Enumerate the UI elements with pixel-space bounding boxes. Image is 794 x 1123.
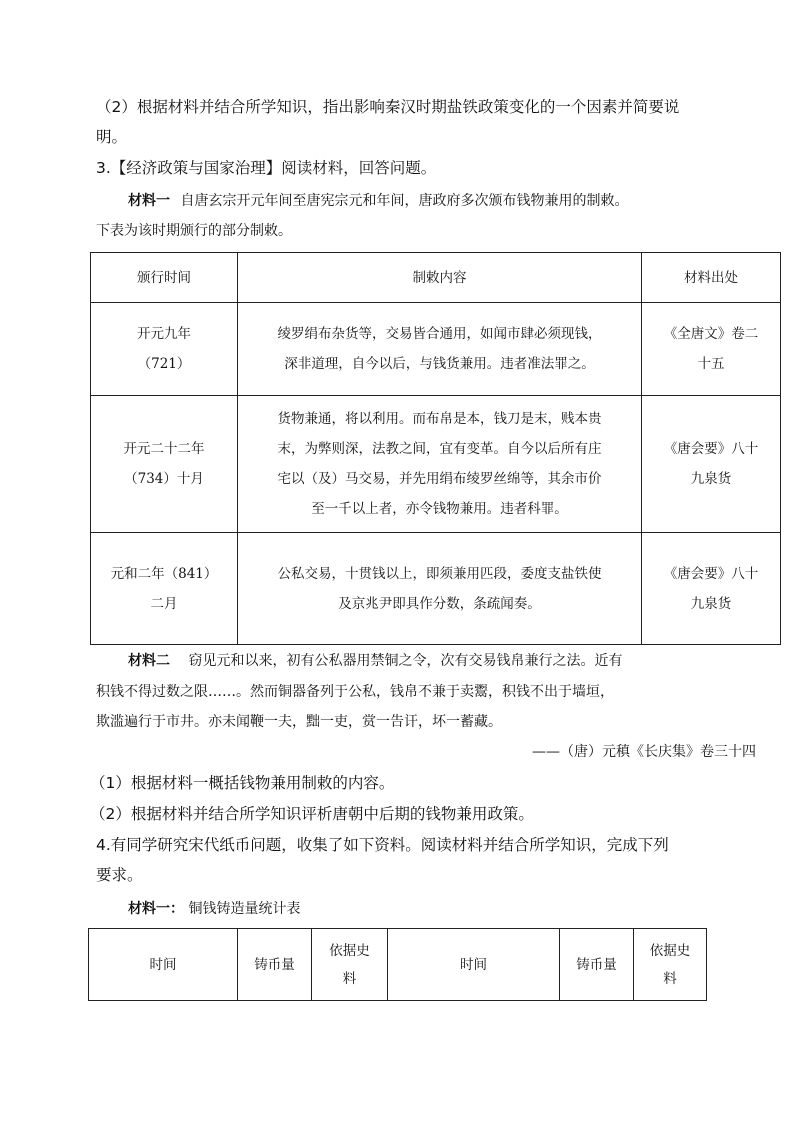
header-source-line: 依据史 xyxy=(329,942,370,959)
header-source-line: 依据史 xyxy=(649,942,691,959)
content-line: 末，为弊则深，法教之间，宜有变革。自今以后所有庄 xyxy=(277,441,602,457)
q4-line1: 4.有同学研究宋代纸币问题，收集了如下资料。阅读材料并结合所学知识，完成下列 xyxy=(96,836,669,854)
table-row xyxy=(91,303,781,396)
header-source-line: 料 xyxy=(342,970,357,987)
material2-text1: 窃见元和以来，初有公私器用禁铜之令，次有交易钱帛兼行之法。近有 xyxy=(188,653,623,669)
source-line: 十五 xyxy=(697,356,725,372)
time-line: （734）十月 xyxy=(124,471,204,487)
q4-material1-title: 铜钱铸造量统计表 xyxy=(188,901,301,917)
row-source xyxy=(642,303,781,396)
header-source-line: 料 xyxy=(663,970,677,987)
table-header-row xyxy=(91,253,781,303)
q3-material2-line1 xyxy=(128,650,622,672)
header-time: 颁行时间 xyxy=(91,253,238,303)
coin-table xyxy=(88,928,707,1001)
table-row xyxy=(91,533,781,645)
content-line: 货物兼通，将以利用。而布帛是本，钱刀是末，贱本贵 xyxy=(277,411,602,427)
material2-label: 材料二 xyxy=(128,653,170,669)
row-source xyxy=(642,533,781,645)
source-line: 《全唐文》卷二 xyxy=(663,326,759,342)
row-content xyxy=(238,303,642,396)
row-time xyxy=(91,533,238,645)
q3-material2-line3: 欺滥遍行于市井。亦未闻鞭一夫，黜一吏，赏一告讦，坏一蓄藏。 xyxy=(96,714,502,730)
header-content: 制敕内容 xyxy=(238,253,642,303)
header-source xyxy=(634,929,707,1001)
content-line: 及京兆尹即具作分数，条疏闻奏。 xyxy=(338,595,541,612)
header-time: 时间 xyxy=(388,929,560,1001)
source-line: 《唐会要》八十 xyxy=(663,565,759,582)
row-source xyxy=(642,396,781,533)
content-line: 宅以（及）马交易，并先用绢布绫罗丝绵等，其余市价 xyxy=(277,471,602,487)
q3-material1-line1 xyxy=(128,190,628,212)
time-line: （721） xyxy=(137,356,191,372)
source-line: 九泉货 xyxy=(690,471,732,487)
q3-sub1: （1）根据材料一概括钱物兼用制敕的内容。 xyxy=(90,774,395,792)
header-mint-amount: 铸币量 xyxy=(238,929,312,1001)
header-time: 时间 xyxy=(89,929,238,1001)
time-line: 开元九年 xyxy=(137,326,191,342)
q4-material1-label: 材料一： xyxy=(128,901,184,917)
q3-material1-line2: 下表为该时期颁行的部分制敕。 xyxy=(96,223,292,239)
time-line: 元和二年（841） xyxy=(110,565,218,582)
q4-material1 xyxy=(128,898,300,920)
q2-line1: （2）根据材料并结合所学知识，指出影响秦汉时期盐铁政策变化的一个因素并简要说 xyxy=(96,98,680,116)
q3-heading: 3.【经济政策与国家治理】阅读材料，回答问题。 xyxy=(96,159,437,177)
edict-table xyxy=(90,252,781,645)
source-line: 九泉货 xyxy=(690,595,732,612)
material1-text1: 自唐玄宗开元年间至唐宪宗元和年间，唐政府多次颁布钱物兼用的制敕。 xyxy=(180,193,629,209)
q3-sub2: （2）根据材料并结合所学知识评析唐朝中后期的钱物兼用政策。 xyxy=(90,805,534,823)
content-line: 至一千以上者，亦令钱物兼用。违者科罪。 xyxy=(311,501,568,517)
row-content xyxy=(238,533,642,645)
source-line: 《唐会要》八十 xyxy=(663,441,759,457)
time-line: 开元二十二年 xyxy=(123,441,205,457)
material2-source: ——（唐）元稹《长庆集》卷三十四 xyxy=(532,744,756,760)
row-content xyxy=(238,396,642,533)
row-time xyxy=(91,396,238,533)
table-header-row xyxy=(89,929,707,1001)
header-mint-amount: 铸币量 xyxy=(560,929,634,1001)
time-line: 二月 xyxy=(150,595,178,612)
content-line: 深非道理，自今以后，与钱货兼用。违者准法罪之。 xyxy=(284,356,595,372)
header-source: 材料出处 xyxy=(642,253,781,303)
q2-line2: 明。 xyxy=(96,128,128,146)
header-source xyxy=(312,929,388,1001)
material1-label: 材料一 xyxy=(128,193,170,209)
content-line: 绫罗绢布杂货等，交易皆合通用，如闻市肆必须现钱， xyxy=(277,326,602,342)
row-time xyxy=(91,303,238,396)
q4-line2: 要求。 xyxy=(96,866,143,884)
table-row xyxy=(91,396,781,533)
q3-material2-line2: 积钱不得过数之限……。然而铜器备列于公私，钱帛不兼于卖鬻，积钱不出于墙垣， xyxy=(96,684,614,700)
content-line: 公私交易，十贯钱以上，即须兼用匹段，委度支盐铁使 xyxy=(277,565,602,582)
